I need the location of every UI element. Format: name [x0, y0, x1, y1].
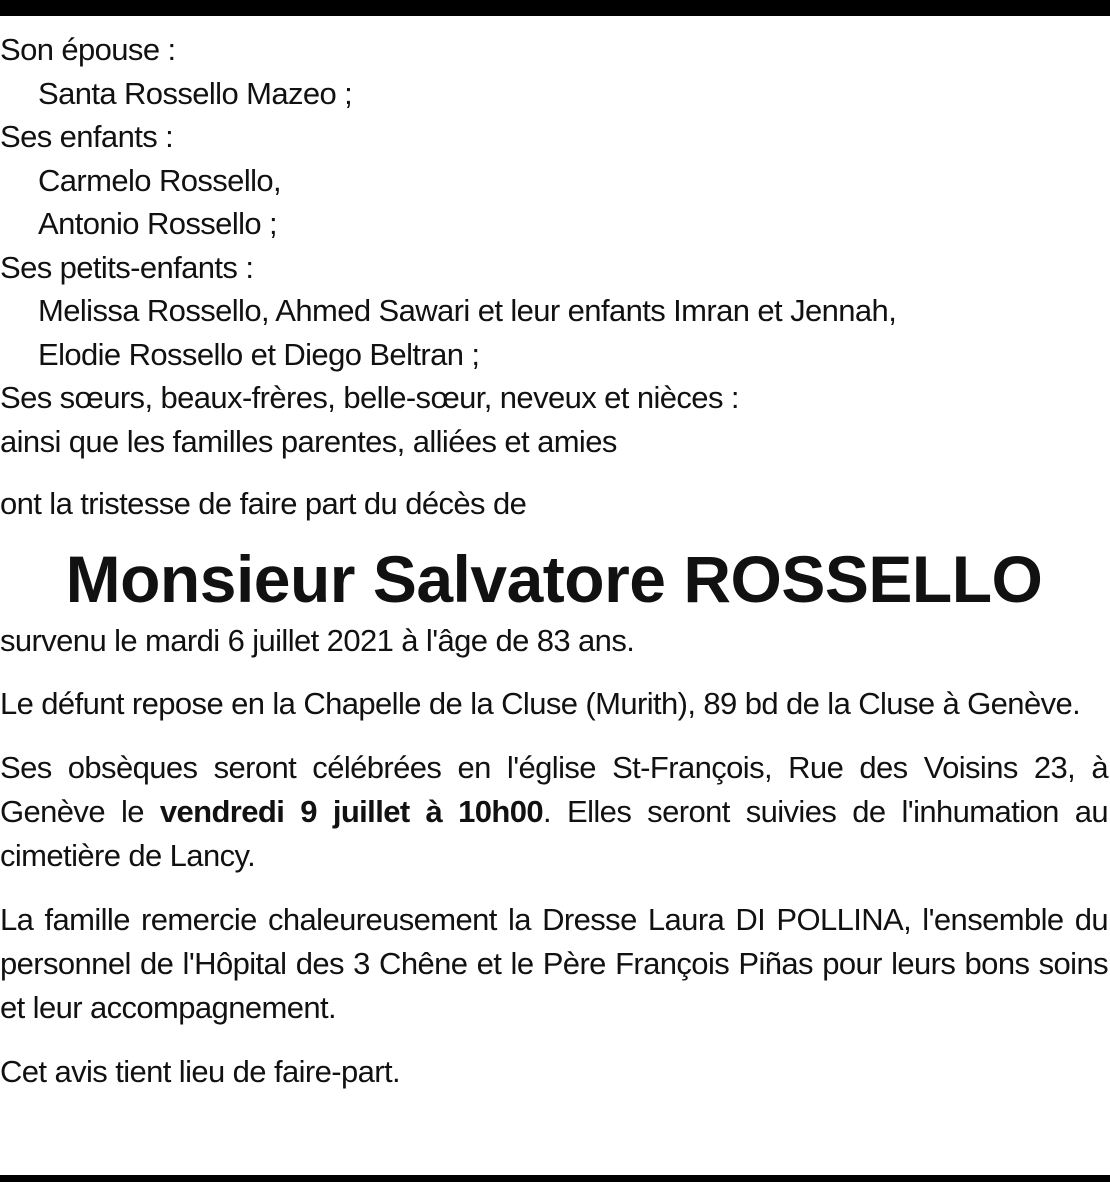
grandchildren-heading: Ses petits-enfants : [0, 249, 254, 285]
funeral-date: vendredi 9 juillet à 10h00 [159, 794, 544, 829]
child-name: Carmelo Rossello, [38, 162, 282, 198]
obituary-notice [0, 28, 1108, 1094]
funeral-text: Ses obsèques seront célébrées en l'église St-François, Rue des Voisins 23, à Genève le [0, 750, 1108, 829]
deceased-name: Monsieur Salvatore ROSSELLO [65, 541, 1043, 616]
funeral-paragraph [0, 746, 1108, 878]
closing-line: Cet avis tient lieu de faire-part. [0, 1054, 401, 1089]
bottom-border-rule [0, 1175, 1110, 1182]
relatives-line: ainsi que les familles parentes, alliées et amies [0, 423, 617, 459]
thanks-paragraph: La famille remercie chaleureusement la Dresse Laura DI POLLINA, l'ensemble du personnel de l'Hôpital des 3 Chêne et le Père François Piñas pour leurs bons soins et leur accompagnement. [0, 902, 1108, 1025]
child-name: Antonio Rossello ; [38, 206, 278, 241]
repose-paragraph: Le défunt repose en la Chapelle de la Cluse (Murith), 89 bd de la Cluse à Genève. [0, 686, 1081, 721]
grandchildren-line: Melissa Rossello, Ahmed Sawari et leur enfants Imran et Jennah, [38, 293, 897, 328]
grandchildren-line: Elodie Rossello et Diego Beltran ; [38, 336, 480, 372]
top-border-rule [0, 0, 1110, 16]
spouse-name: Santa Rossello Mazeo ; [38, 75, 353, 111]
children-heading: Ses enfants : [0, 119, 174, 154]
siblings-line: Ses sœurs, beaux-frères, belle-sœur, neveux et nièces : [0, 380, 739, 415]
announcement-intro: ont la tristesse de faire part du décès de [0, 486, 527, 521]
spouse-heading: Son épouse : [0, 32, 176, 67]
funeral-text-end: . Elles seront suivies de l'inhumation au cimetière de Lancy. [0, 794, 1108, 873]
death-notice: survenu le mardi 6 juillet 2021 à l'âge de 83 ans. [0, 622, 635, 658]
